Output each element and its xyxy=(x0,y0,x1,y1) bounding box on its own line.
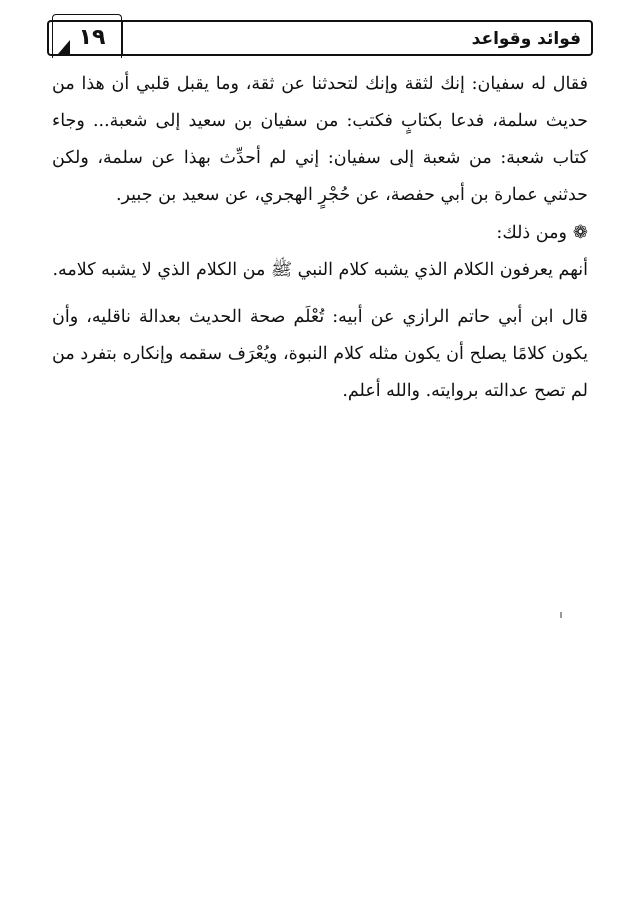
running-header xyxy=(47,20,593,56)
page-number: ١٩ xyxy=(78,25,106,50)
paragraph-ibn-abi-hatim: قال ابن أبي حاتم الرازي عن أبيه: تُعْلَم صحة الحديث بعدالة ناقليه، وأن يكون كلامًا يصلح أن يكون مثله كلام النبوة، ويُعْرَف سقمه وإنكاره بتفرد من لم تصح عدالته بروايته. والله أعلم. xyxy=(52,307,588,401)
paragraph-sufyan-letter: فقال له سفيان: إنك لثقة وإنك لتحدثنا عن ثقة، وما يقبل قلبي أن هذا من حديث سلمة، فدعا بكتابٍ فكتب: من سفيان بن سعيد إلى شعبة... وجاء كتاب شعبة: من شعبة إلى سفيان: إني لم أحدِّث بهذا عن سلمة، ولكن حدثني عمارة بن أبي حفصة، عن حُجْرٍ الهجري، عن سعيد بن جبير. xyxy=(52,74,588,205)
flower-ornament-icon: ❁ xyxy=(572,222,588,243)
tab-notch-ornament xyxy=(58,40,70,54)
header-title: فوائد وقواعد xyxy=(471,29,581,49)
scan-artifact-mark xyxy=(560,612,562,618)
paragraph-section-intro xyxy=(52,214,588,252)
paragraph-spacer xyxy=(52,289,588,299)
page-body xyxy=(52,66,588,410)
section-intro-text: ومن ذلك: xyxy=(496,223,567,243)
paragraph-prophetic-speech: أنهم يعرفون الكلام الذي يشبه كلام النبي ﷺ من الكلام الذي لا يشبه كلامه. xyxy=(52,260,588,280)
